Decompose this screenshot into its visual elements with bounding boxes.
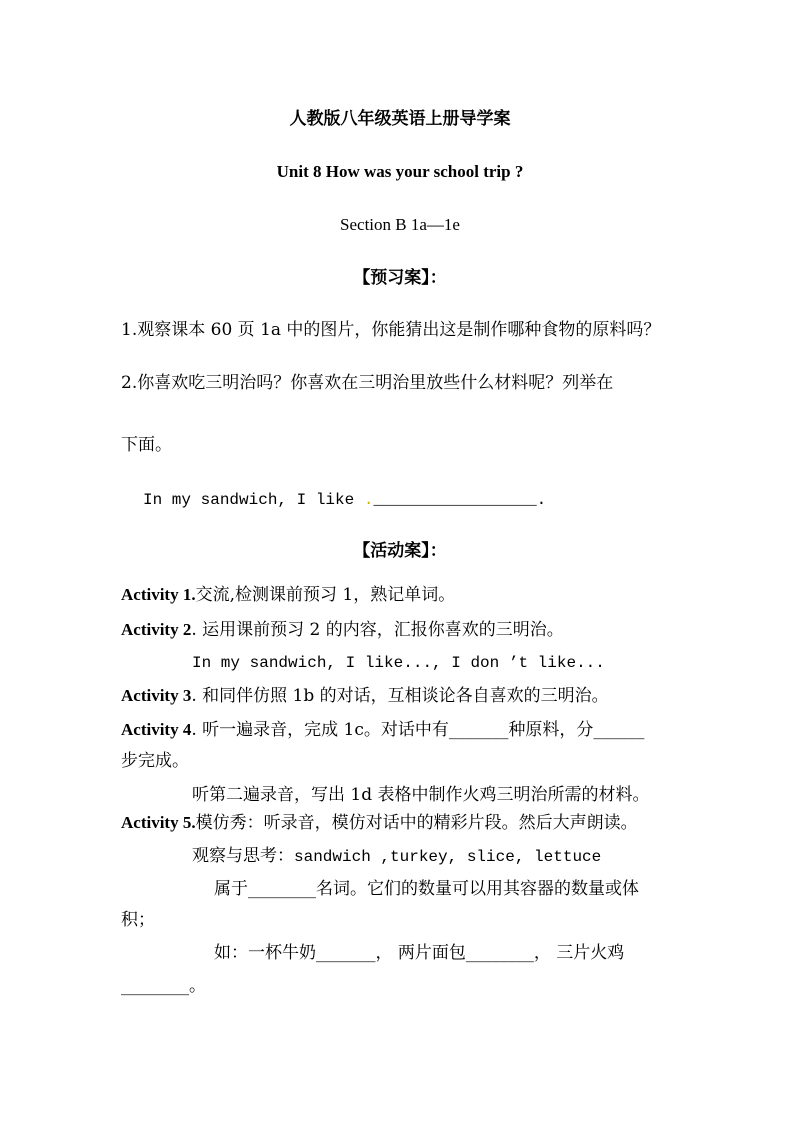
belong-continued: 积； <box>121 910 155 930</box>
sentence-start: In my sandwich, I like <box>143 491 364 509</box>
activity-2-example: In my sandwich, I like..., I don ’t like... <box>192 654 605 672</box>
activity-2-label: Activity 2 <box>121 620 192 639</box>
activity-5 <box>121 814 638 832</box>
observe-line <box>192 848 601 865</box>
sandwich-sentence <box>143 492 546 508</box>
activity-1 <box>121 586 455 604</box>
activity-4-second-listen: 听第二遍录音，写出 1d 表格中制作火鸡三明治所需的材料。 <box>192 785 650 805</box>
highlight-dot: . <box>363 491 374 509</box>
preview-question-1: 1.观察课本 60 页 1a 中的图片，你能猜出这是制作哪种食物的原料吗？ <box>121 320 661 340</box>
activity-1-label: Activity 1. <box>121 585 196 604</box>
section-title: Section B 1a—1e <box>340 215 460 234</box>
example-line: 如：一杯牛奶_______， 两片面包________， 三片火鸡 <box>214 943 625 963</box>
activity-2-text: . 运用课前预习 2 的内容，汇报你喜欢的三明治。 <box>191 620 564 640</box>
activity-5-label: Activity 5. <box>121 813 196 832</box>
activity-heading: 【活动案】： <box>353 541 447 561</box>
observe-label: 观察与思考： <box>192 846 294 866</box>
activity-3-label: Activity 3 <box>121 686 192 705</box>
sentence-blank: _________________. <box>373 491 547 509</box>
activity-4 <box>121 721 644 739</box>
example-end: ________。 <box>121 976 206 996</box>
observe-words: sandwich ,turkey, slice, lettuce <box>294 848 602 866</box>
activity-4-text: . 听一遍录音，完成 1c。对话中有_______种原料，分______ <box>191 720 645 740</box>
activity-4-label: Activity 4 <box>121 720 192 739</box>
activity-1-text: 交流,检测课前预习 1，熟记单词。 <box>195 585 456 605</box>
page-title: 人教版八年级英语上册导学案 <box>289 109 511 129</box>
activity-2 <box>121 621 564 639</box>
unit-title: Unit 8 How was your school trip ? <box>276 162 524 181</box>
activity-3-text: . 和同伴仿照 1b 的对话，互相谈论各自喜欢的三明治。 <box>191 686 609 706</box>
belong-line: 属于________名词。它们的数量可以用其容器的数量或体 <box>214 879 639 899</box>
activity-3 <box>121 687 609 705</box>
preview-question-2-continued: 下面。 <box>121 435 172 455</box>
activity-4-continued: 步完成。 <box>121 751 189 771</box>
activity-5-text: 模仿秀：听录音，模仿对话中的精彩片段。然后大声朗读。 <box>195 813 638 833</box>
preview-question-2: 2.你喜欢吃三明治吗？你喜欢在三明治里放些什么材料呢？列举在 <box>121 373 614 393</box>
preview-heading: 【预习案】： <box>353 268 447 288</box>
